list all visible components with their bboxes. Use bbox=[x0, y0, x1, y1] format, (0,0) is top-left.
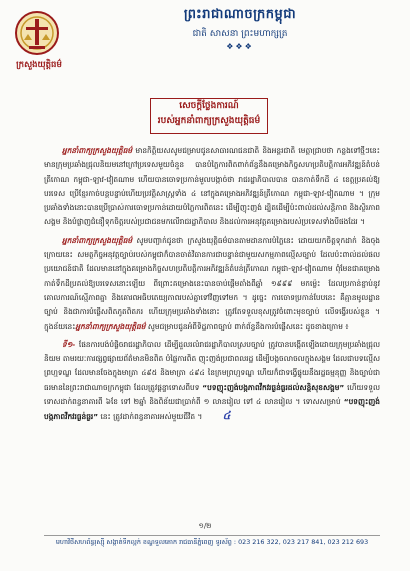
paragraph-1 bbox=[44, 144, 380, 230]
paragraph-2 bbox=[44, 234, 380, 334]
offense-quote-2: “បទញុះញង់បង្កភាពវឹកវរធ្ងន់ធ្ងរ” bbox=[44, 397, 380, 422]
paragraph-3 bbox=[44, 338, 380, 425]
page-number: ១/២ bbox=[198, 522, 212, 530]
paragraph-text-end: នេះ ត្រូវដាក់ពន្ធនាគារអស់មួយជីវិត ។ bbox=[98, 412, 203, 422]
document-title: សេចក្ដីថ្លែងការណ៍ bbox=[179, 101, 239, 111]
letterhead bbox=[0, 6, 410, 51]
footer-divider bbox=[44, 535, 380, 536]
spokesperson-lead: អ្នកនាំពាក្យក្រសួងយុត្តិធម៌ bbox=[62, 146, 133, 155]
paragraph-text: មានកិត្តិយសសូមជម្រាបជូនសាធារណជនជាតិ និងអន្តរជាតិ មេត្តាជ្រាបថា កន្លងទៅថ្មីៗនេះ មានក្រុមប្រឆាំងជ្រុលនិយមនៅក្រៅប្រទេសមួយចំនួន បានបំភ្លៃការពិតពាក់ព័ន្ធនឹងគម្រោងកិច្ចសហប្រតិបត្តិការអភិវឌ្ឍន៍តំបន់ត្រីកោណ កម្ពុជា-ឡាវ-វៀតណាម ហើយបានចោទប្រកាន់មួលបង្កាច់ថា រាជរដ្ឋាភិបាលបាន បានកាត់ទឹកដី ៤ ខេត្តប្រគល់ឱ្យបរទេស ប្រើខ្មែរកាច់បន្តបន្ទាប់ហើយប្រវត្តិសាស្រ្តទាំង ៤ នៅក្នុងគម្រោងអភិវឌ្ឍន៍ត្រីកោណ កម្ពុជា-ឡាវ-វៀតណាម ។ ក្រុមប្រឆាំងទាំងនោះបានប្រើប្រាស់ការចោទប្រកាន់ដោយបំភ្លៃការពិតនេះ ដើម្បីញុះញង់ ដ្បិតដើម្បីប៉ះពាល់ដល់សន្តិភាព និងស្ថិរភាពសង្គម និងបំផ្លាញជំនឿទុកចិត្តរបស់ប្រជាជនមកលើរាជរដ្ឋាភិបាល និងដល់ការអនុវត្តគម្រោងរបស់ប្រទេសទាំងបីផងដែរ ។ bbox=[44, 146, 380, 227]
document-subtitle: របស់អ្នកនាំពាក្យក្រសួងយុត្តិធម៌ bbox=[157, 116, 261, 126]
document-body bbox=[44, 144, 380, 429]
paragraph-text-continued: សូមជម្រាបជូនអំពីទិដ្ឋភាពច្បាប់ ពាក់ព័ន្ធនឹងការបំផ្លើសនេះ ដូចខាងក្រោម ៖ bbox=[145, 321, 349, 331]
paragraph-text-continued: ហើយទទួលទោសដាក់ពន្ធនាគារពី ៦ខែ ទៅ ២ឆ្នាំ និងពិន័យជាប្រាក់ពី ១ លានរៀល ទៅ ៤ លានរៀល ។ ទោសសម្រាប់ bbox=[44, 382, 380, 407]
spokesperson-lead: អ្នកនាំពាក្យក្រសួងយុត្តិធម៌ bbox=[62, 235, 133, 245]
paragraph-text: ផែនការបង់បំផ្លិចរាជរដ្ឋាភិបាល ដើម្បីដួលរលំរាជរដ្ឋាភិបាលស្របច្បាប់ ត្រូវបានបង្កើតឡើងដោយក្រុមប្រឆាំងជ្រុលនិយម តាមរយៈការផ្សព្វផ្សាយព័ត៌មានមិនពិត បំផ្លៃការពិត ញុះញង់ប្រជាពលរដ្ឋ ដើម្បីបង្កចលាចលក្នុងសង្គម ដែលជាបទល្មើសព្រហ្មទណ្ឌ ដែលមានចែងក្នុងមាត្រា ៤៩៥ និងមាត្រា ៤៩៤ នៃក្រមព្រហ្មទណ្ឌ ហើយក៏ជាទង្វើផ្ទុយនឹងរដ្ឋធម្មនុញ្ញ និងច្បាប់ជាធរមាននៃព្រះរាជាណាចក្រកម្ពុជា ដែលត្រូវផ្តន្ទាទោសពីបទ bbox=[44, 339, 380, 392]
offense-quote: “បទញុះញង់បង្កភាពវឹកវរធ្ងន់ធ្ងរដល់សន្តិសុខសង្គម” bbox=[202, 382, 345, 392]
paragraph-text: សូមបញ្ជាក់ជូនថា ក្រសួងយុត្តិធម៌បានតាមដានការបំភ្លៃនេះ ដោយយកចិត្តទុកដាក់ និងចុងក្រោយនេះ សមត្ថកិច្ចអនុវត្តច្បាប់របស់កម្ពុជាក៏បានចាត់វិធានការជាបន្ទាន់ជាមួយសកម្មភាពល្មើសច្បាប់ ដែលប៉ះពាល់ដល់ផលប្រយោជន៍ជាតិ ដែលមាននៅក្នុងគម្រោងកិច្ចសហប្រតិបត្តិការអភិវឌ្ឍន៍តំបន់ត្រីកោណ កម្ពុជា-ឡាវ-វៀតណាម ពុំមែនជាគម្រោងកាត់ទឹកដីប្រគល់ឱ្យបរទេសនោះឡើយ ពីព្រោះគម្រោងនេះបានចាប់ផ្តើមតាំងពីឆ្នាំ ១៩៩៩ មកម្ល៉េះ ដែលប្រកាន់ខ្ជាប់នូវគោលការណ៍ស្មើភាពគ្នា និងគោរពអធិបតេយ្យភាពរបស់គ្នាទៅវិញទៅមក ។ ដូច្នេះ ការចោទប្រកាន់បែបនេះ គឺគ្មានមូលដ្ឋានច្បាប់ និងជាការបំផ្លើសពិតភូតពិតភរ ហើយក្រុមប្រឆាំងទាំងនោះ ត្រូវតែទទួលខុសត្រូវចំពោះមុខច្បាប់ លើទង្វើរបស់ខ្លួន ។ ក្នុងន័យនេះ bbox=[44, 235, 380, 331]
header-ornament: ❖❖❖ bbox=[226, 42, 254, 51]
initial-mark: ៤ bbox=[222, 409, 231, 423]
document-title-box bbox=[150, 98, 268, 134]
ministry-name: ក្រសួងយុត្តិធម៌ bbox=[16, 60, 62, 70]
point-number: ទី១- bbox=[62, 339, 76, 349]
national-motto: ជាតិ សាសនា ព្រះមហាក្សត្រ bbox=[192, 29, 288, 39]
kingdom-title: ព្រះរាជាណាចក្រកម្ពុជា bbox=[183, 7, 297, 22]
spokesperson-inline: អ្នកនាំពាក្យក្រសួងយុត្តិធម៌ bbox=[75, 321, 146, 331]
footer-address: មហាវិថីសហព័ន្ធរុស្ស៊ី សង្កាត់ទឹកល្អក់ ខណ្ឌទួលគោក រាជធានីភ្នំពេញ ទូរស័ព្ទ : 023 216 322, 023 217 841, 023 212 693 bbox=[55, 538, 369, 546]
